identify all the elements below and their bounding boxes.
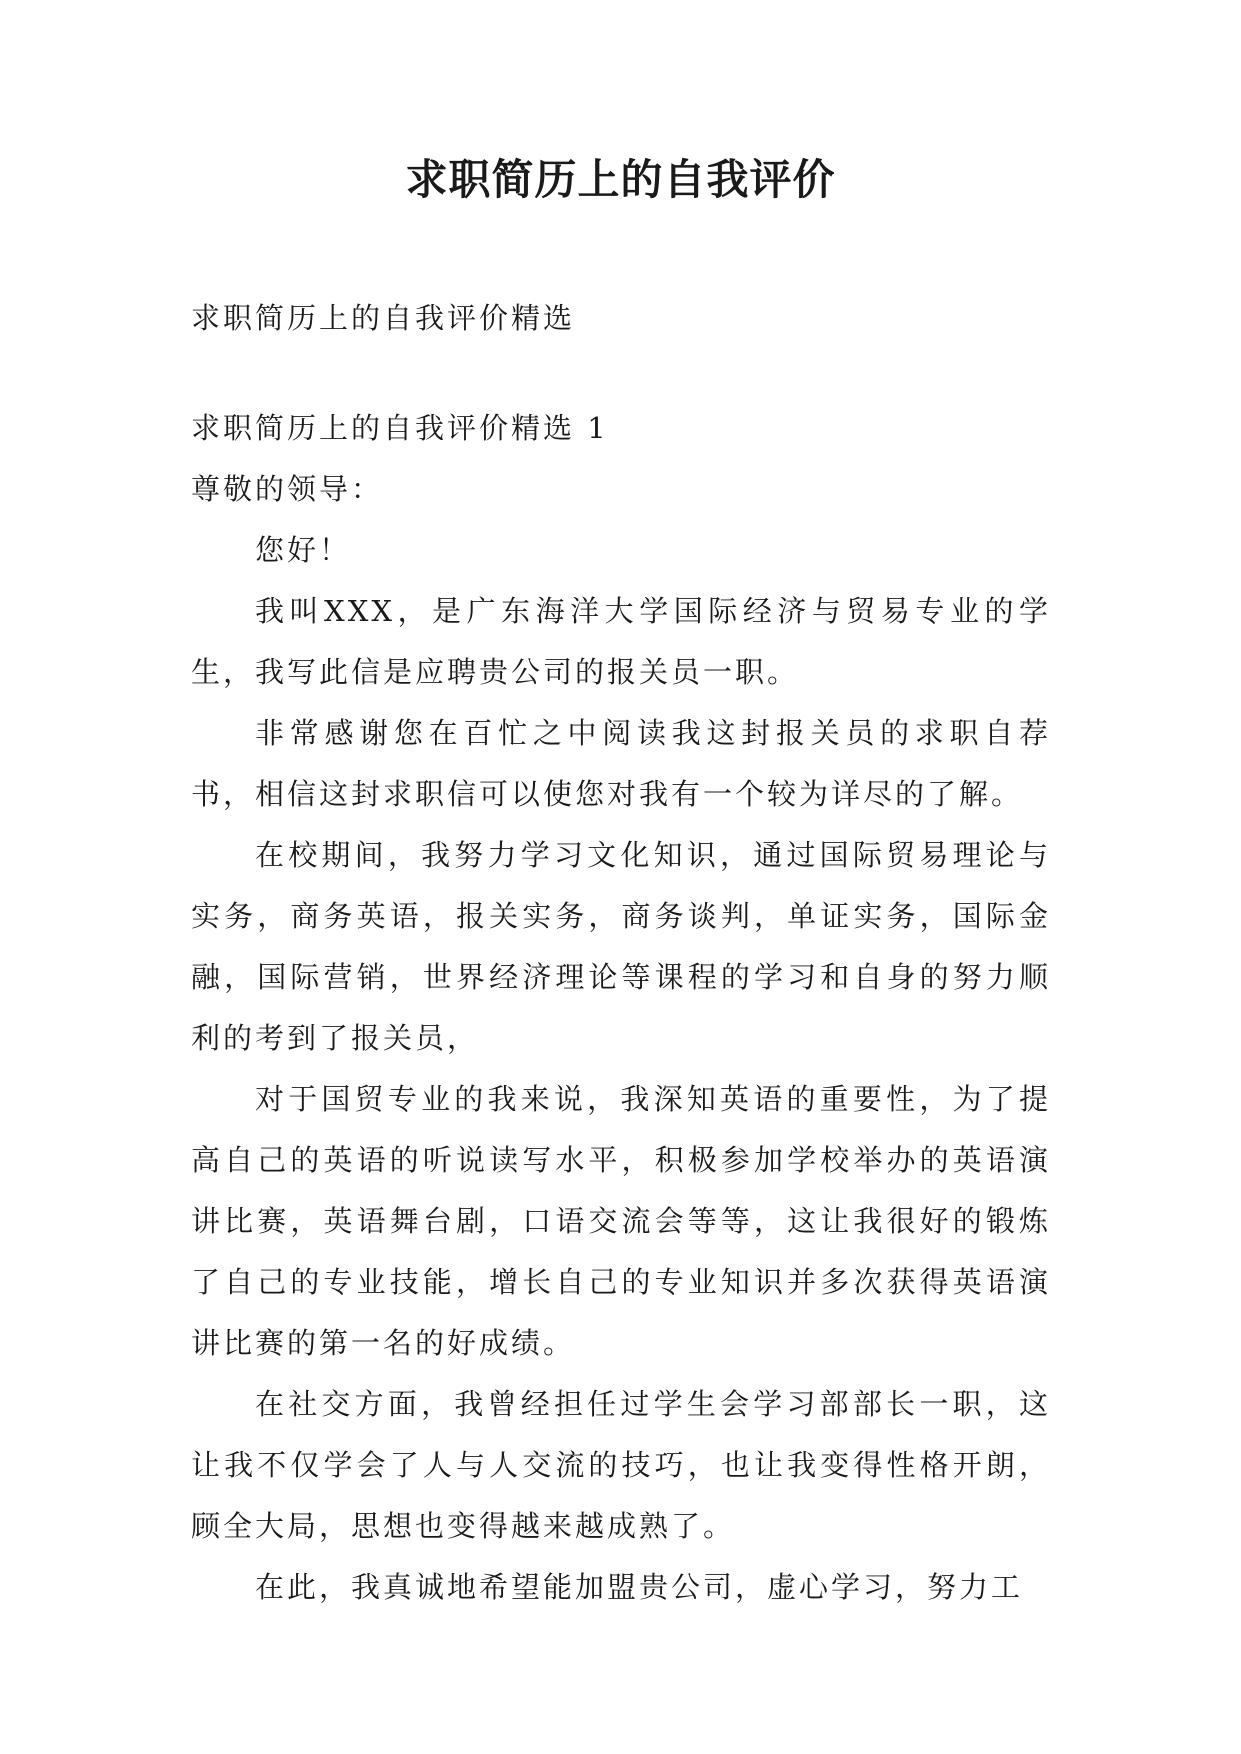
document-body [191,288,1051,1618]
paragraph-study: 在校期间，我努力学习文化知识，通过国际贸易理论与实务，商务英语，报关实务，商务谈判，单证实务，国际金融，国际营销，世界经济理论等课程的学习和自身的努力顺利的考到了报关员， [191,838,1051,1055]
greeting: 您好！ [255,533,352,567]
paragraph-social: 在社交方面，我曾经担任过学生会学习部部长一职，这让我不仅学会了人与人交流的技巧，也让我变得性格开朗，顾全大局，思想也变得越来越成熟了。 [191,1387,1051,1543]
paragraph-english: 对于国贸专业的我来说，我深知英语的重要性，为了提高自己的英语的听说读写水平，积极参加学校举办的英语演讲比赛，英语舞台剧，口语交流会等等，这让我很好的锻炼了自己的专业技能，增长自己的专业知识并多次获得英语演讲比赛的第一名的好成绩。 [191,1082,1051,1360]
section-heading: 求职简历上的自我评价精选 1 [191,411,609,445]
paragraph-intro: 我叫XXX，是广东海洋大学国际经济与贸易专业的学生，我写此信是应聘贵公司的报关员一职。 [191,594,1051,689]
document-title: 求职简历上的自我评价 [405,155,836,204]
document-subtitle: 求职简历上的自我评价精选 [191,301,576,335]
salutation: 尊敬的领导： [191,472,384,506]
paragraph-closing: 在此，我真诚地希望能加盟贵公司，虚心学习，努力工 [255,1570,1024,1604]
paragraph-thanks: 非常感谢您在百忙之中阅读我这封报关员的求职自荐书，相信这封求职信可以使您对我有一个较为详尽的了解。 [191,716,1051,811]
